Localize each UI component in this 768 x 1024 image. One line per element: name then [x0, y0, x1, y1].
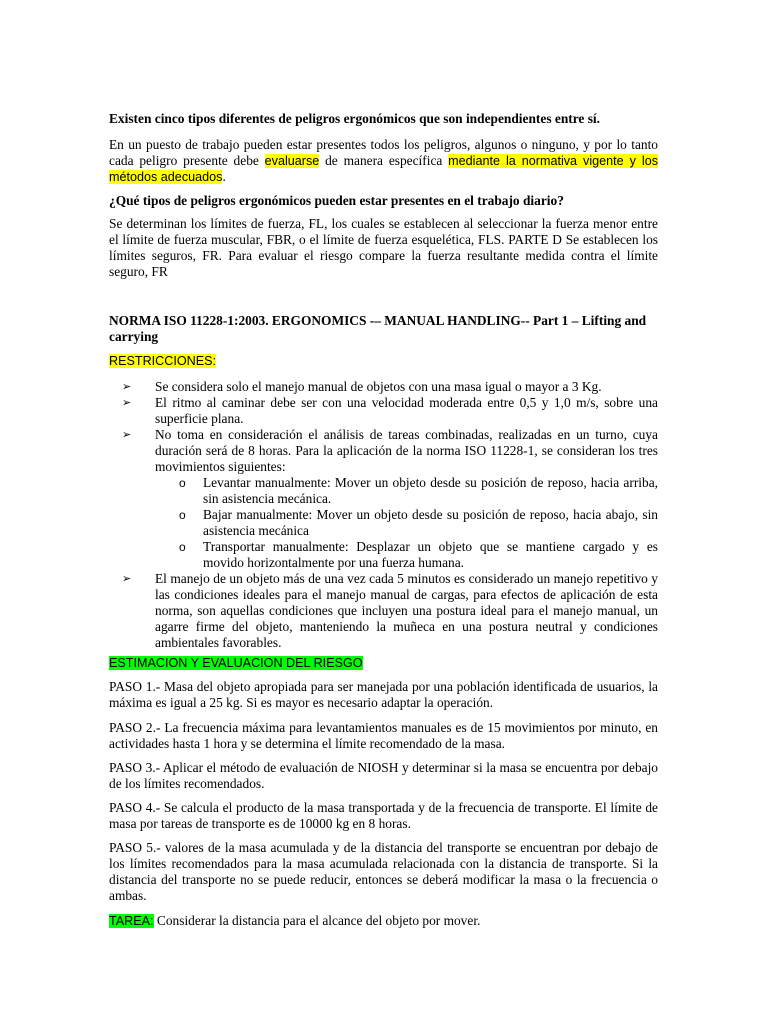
paso-3: PASO 3.- Aplicar el método de evaluación de NIOSH y determinar si la masa se encuentra por debajo de los límites recomendados. — [109, 760, 658, 791]
arrow-bullet-icon: ➢ — [122, 380, 132, 393]
highlight-evaluarse: evaluarse — [264, 154, 320, 168]
question-heading: ¿Qué tipos de peligros ergonómicos pueden estar presentes en el trabajo diario? — [109, 193, 564, 208]
arrow-bullet-icon: ➢ — [122, 396, 132, 409]
circle-bullet-icon: o — [179, 540, 186, 554]
tarea-paragraph — [109, 913, 658, 929]
arrow-bullet-icon: ➢ — [122, 572, 132, 585]
list-item: ➢ El manejo de un objeto más de una vez cada 5 minutos es considerado un manejo repetitivo y las condiciones ideales para el manejo manual de cargas, para efectos de aplicación de esta norma, son aquellas condiciones que incluyen una postura ideal para el manejo manual, un agarre firme del objeto, manteniendo la muñeca en una postura neutral y condiciones ambientales favorables. — [122, 571, 658, 650]
circle-bullet-icon: o — [179, 476, 186, 490]
paso-1: PASO 1.- Masa del objeto apropiada para ser manejada por una población identificada de usuarios, la máxima es igual a 25 kg. Si es mayor es necesario adaptar la operación. — [109, 679, 658, 710]
tarea-text: Considerar la distancia para el alcance del objeto por mover. — [153, 913, 481, 928]
list-item: ➢ No toma en consideración el análisis de tareas combinadas, realizadas en un turno, cuya duración será de 8 horas. Para la aplicación de la norma ISO 11228-1, se consideran los tres movimientos siguientes: o Levantar manualmente: Mover un objeto desde su posición de reposo, hacia arriba, sin asistencia mecánica. o Bajar manualmente: Mover un objeto desde su posición de reposo, hacia abajo, sin asistencia mecánica o Transportar manualmente: Desplazar un objeto que se mantiene cargado y es movido horizontalmente por una fuerza humana. — [122, 427, 658, 570]
intro-text-1: En un puesto de trabajo pueden estar presentes todos los peligros, algunos o ninguno, y por lo tanto cada peligro presente debe — [109, 137, 658, 168]
limits-paragraph: Se determinan los límites de fuerza, FL, los cuales se establecen al seleccionar la fuerza menor entre el límite de fuerza muscular, FBR, o el límite de fuerza esquelética, FLS. PARTE D Se establecen los límites seguros, FR. Para evaluar el riesgo compare la fuerza resultante medida contra el límite seguro, FR — [109, 216, 658, 279]
circle-bullet-icon: o — [179, 508, 186, 522]
intro-text-2: de manera específica — [319, 153, 449, 168]
paso-5: PASO 5.- valores de la masa acumulada y de la distancia del transporte se encuentran por debajo de los límites recomendados para la masa acumulada relacionada con la distancia de transporte. Si la distancia del transporte no se puede reducir, entonces se deberá modificar la masa o la frecuencia o ambas. — [109, 840, 658, 903]
intro-heading: Existen cinco tipos diferentes de peligros ergonómicos que son independientes entre sí. — [109, 111, 600, 126]
list-item: ➢ Se considera solo el manejo manual de objetos con una masa igual o mayor a 3 Kg. — [122, 379, 602, 394]
paso-4: PASO 4.- Se calcula el producto de la masa transportada y de la frecuencia de transporte. El límite de masa por tareas de transporte es de 10000 kg en 8 horas. — [109, 800, 658, 831]
list-item: ➢ El ritmo al caminar debe ser con una velocidad moderada entre 0,5 y 1,0 m/s, sobre una superficie plana. — [122, 395, 658, 426]
movement-item: o Bajar manualmente: Mover un objeto desde su posición de reposo, hacia abajo, sin asistencia mecánica — [179, 507, 658, 538]
restricciones-list — [109, 379, 658, 651]
norma-title: NORMA ISO 11228-1:2003. ERGONOMICS -– MANUAL HANDLING-- Part 1 – Lifting and carrying — [109, 313, 647, 344]
arrow-bullet-icon: ➢ — [122, 428, 132, 441]
restricciones-label: RESTRICCIONES: — [109, 354, 217, 368]
tarea-label: TAREA: — [109, 914, 154, 928]
highlight-normativa: mediante la normativa vigente y los métodos adecuados — [109, 154, 658, 184]
movement-item: o Transportar manualmente: Desplazar un objeto que se mantiene cargado y es movido horizontalmente por una fuerza humana. — [179, 539, 658, 570]
intro-paragraph — [109, 137, 658, 185]
intro-text-3: . — [222, 169, 226, 184]
estimacion-label: ESTIMACION Y EVALUACION DEL RIESGO — [109, 656, 363, 670]
paso-2: PASO 2.- La frecuencia máxima para levantamientos manuales es de 15 movimientos por minuto, en actividades hasta 1 hora y se determina el límite recomendado de la masa. — [109, 720, 658, 751]
movement-item: o Levantar manualmente: Mover un objeto desde su posición de reposo, hacia arriba, sin asistencia mecánica. — [179, 475, 658, 506]
